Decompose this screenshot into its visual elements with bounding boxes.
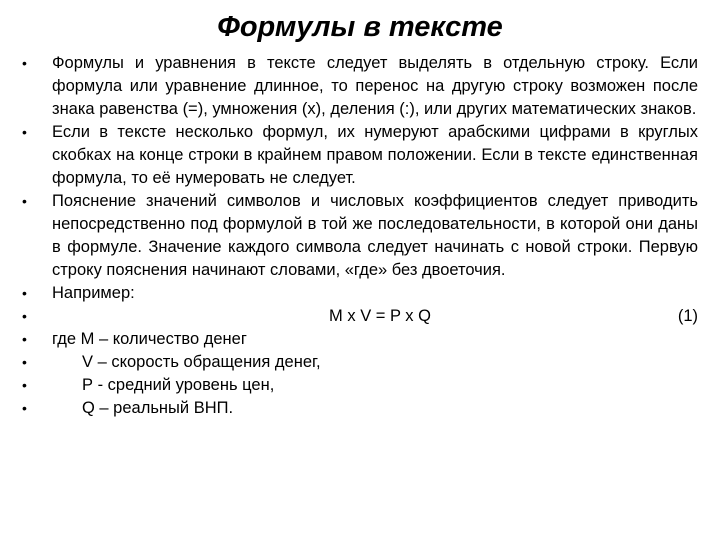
bullet-marker: • [22, 377, 27, 393]
bullet-marker: • [22, 55, 27, 71]
bullet-item-formula [22, 305, 698, 328]
definition-text: где М – количество денег [52, 330, 247, 348]
bullet-list [22, 52, 698, 420]
formula-expression: M x V = P x Q [329, 307, 431, 325]
bullet-marker: • [22, 354, 27, 370]
bullet-marker: • [22, 331, 27, 347]
bullet-item-symbol-explanation [22, 190, 698, 282]
definition-text: V – скорость обращения денег, [82, 353, 321, 371]
definition-text: Р - средний уровень цен, [82, 376, 275, 394]
bullet-item-definition-p [22, 374, 698, 397]
bullet-item-definition-v [22, 351, 698, 374]
bullet-text: Пояснение значений символов и числовых коэффициентов следует приводить непосредственно под формулой в той же последовательности, в которой они даны в формуле. Значение каждого символа следует начинать с новой строки. Первую строку пояснения начинают словами, «где» без двоеточия. [52, 192, 698, 279]
bullet-marker: • [22, 193, 27, 209]
bullet-item-example-label [22, 282, 698, 305]
formula-row [52, 305, 698, 328]
bullet-text: Если в тексте несколько формул, их нумеруют арабскими цифрами в круглых скобках на конце строки в крайнем правом положении. Если в тексте единственная формула, то её нумеровать не следует. [52, 123, 698, 187]
bullet-item-formula-numbering [22, 121, 698, 190]
definition-text: Q – реальный ВНП. [82, 399, 234, 417]
bullet-marker: • [22, 308, 27, 324]
bullet-text: Например: [52, 284, 135, 302]
bullet-marker: • [22, 400, 27, 416]
formula-number: (1) [677, 307, 698, 325]
bullet-item-formula-separation [22, 52, 698, 121]
bullet-marker: • [22, 285, 27, 301]
bullet-marker: • [22, 124, 27, 140]
bullet-item-definition-q [22, 397, 698, 420]
bullet-item-definition-m [22, 328, 698, 351]
slide-title: Формулы в тексте [217, 11, 503, 43]
bullet-text: Формулы и уравнения в тексте следует выделять в отдельную строку. Если формула или уравнение длинное, то перенос на другую строку возможен после знака равенства (=), умножения (х), деления (:), или других математических знаков. [52, 54, 698, 118]
